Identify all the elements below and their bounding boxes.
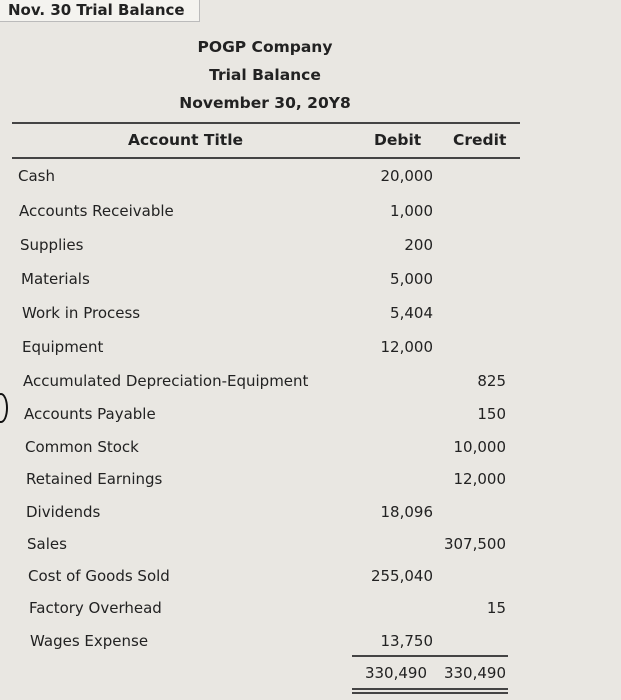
account-title: Sales	[27, 535, 67, 553]
account-title: Common Stock	[25, 438, 139, 456]
credit-amount: 10,000	[453, 438, 506, 456]
account-title: Cash	[18, 167, 55, 185]
table-row	[0, 405, 621, 435]
account-title: Cost of Goods Sold	[28, 567, 170, 585]
table-row	[0, 304, 621, 334]
credit-amount: 825	[477, 372, 506, 390]
account-title: Work in Process	[22, 304, 141, 322]
table-row	[0, 438, 621, 468]
credit-amount: 12,000	[453, 470, 506, 488]
table-row	[0, 167, 621, 197]
table-row	[0, 535, 621, 565]
account-title: Accounts Payable	[24, 405, 156, 423]
debit-amount: 255,040	[370, 567, 433, 585]
credit-amount: 150	[477, 405, 506, 423]
statement-date: November 30, 20Y8	[179, 94, 351, 112]
total-double-rule-bottom	[352, 692, 508, 694]
account-title: Accumulated Depreciation-Equipment	[23, 372, 309, 390]
total-debit: 330,490	[364, 664, 427, 682]
account-title: Accounts Receivable	[19, 202, 174, 220]
credit-amount: 307,500	[443, 535, 506, 553]
debit-amount: 13,750	[380, 632, 433, 650]
table-row	[0, 632, 621, 662]
table-row	[0, 202, 621, 232]
total-double-rule-top	[352, 688, 508, 690]
credit-amount: 15	[486, 599, 506, 617]
total-top-rule	[352, 655, 508, 657]
table-row	[0, 270, 621, 300]
table-row	[0, 503, 621, 533]
debit-amount: 200	[404, 236, 433, 254]
account-title: Retained Earnings	[26, 470, 163, 488]
account-title: Dividends	[26, 503, 101, 521]
account-title: Equipment	[22, 338, 104, 356]
column-header-debit: Debit	[374, 131, 422, 149]
table-row	[0, 470, 621, 500]
debit-amount: 5,000	[390, 270, 433, 288]
statement-title: Trial Balance	[209, 66, 321, 84]
header-top-rule	[12, 122, 520, 124]
header-bottom-rule	[12, 157, 520, 159]
column-header-credit: Credit	[453, 131, 507, 149]
table-row	[0, 599, 621, 629]
page-title: Nov. 30 Trial Balance	[0, 0, 200, 22]
account-title: Supplies	[20, 236, 84, 254]
table-row	[0, 338, 621, 368]
table-row	[0, 372, 621, 402]
column-header-account-title: Account Title	[128, 131, 244, 149]
account-title: Materials	[21, 270, 90, 288]
company-name: POGP Company	[197, 38, 333, 56]
debit-amount: 1,000	[390, 202, 433, 220]
debit-amount: 5,404	[390, 304, 433, 322]
account-title: Wages Expense	[30, 632, 149, 650]
debit-amount: 18,096	[380, 503, 433, 521]
debit-amount: 12,000	[380, 338, 433, 356]
account-title: Factory Overhead	[29, 599, 162, 617]
total-credit: 330,490	[443, 664, 506, 682]
table-row	[0, 567, 621, 597]
table-row	[0, 236, 621, 266]
debit-amount: 20,000	[380, 167, 433, 185]
